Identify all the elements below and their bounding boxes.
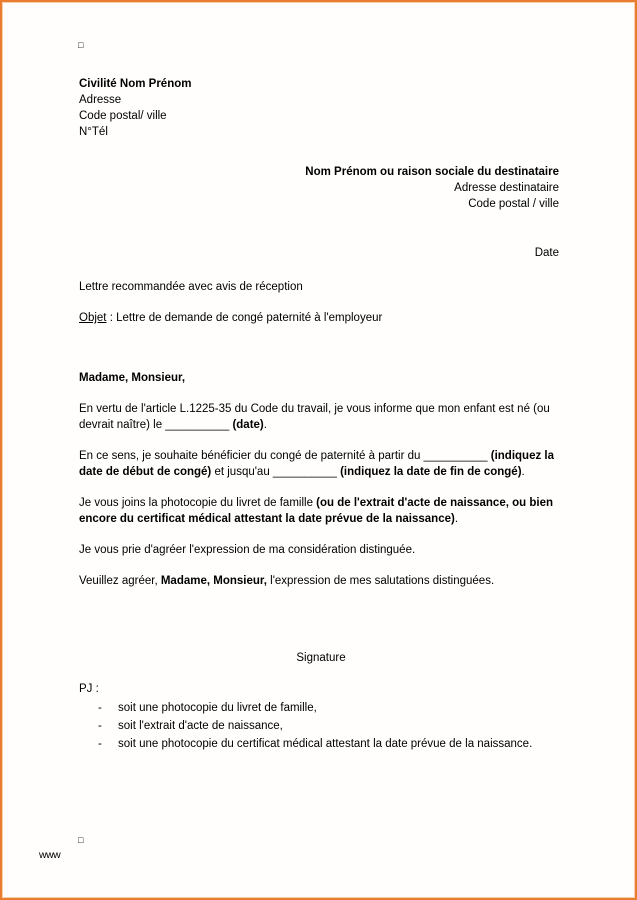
- text-segment: l'expression de mes salutations distinguées.: [266, 575, 495, 587]
- dash-bullet: -: [98, 738, 102, 750]
- subject-line: [79, 310, 382, 326]
- paragraph-birth-date: [79, 401, 566, 433]
- paragraph-closing: [79, 573, 566, 589]
- subject-separator: :: [106, 312, 117, 324]
- paragraph-consideration: [79, 542, 566, 558]
- text-segment: .: [263, 419, 267, 431]
- sender-name: Civilité Nom Prénom: [79, 78, 192, 90]
- sender-block: [79, 76, 191, 140]
- attachment-item: [79, 717, 579, 735]
- text-segment: et jusqu'au __________: [211, 466, 341, 478]
- sender-phone: N°Tél: [79, 126, 108, 138]
- recipient-name: Nom Prénom ou raison sociale du destinataire: [305, 166, 559, 178]
- sender-postal-city: Code postal/ ville: [79, 110, 167, 122]
- text-segment: .: [454, 513, 459, 525]
- attachment-item-text: soit l'extrait d'acte de naissance,: [118, 720, 283, 732]
- recipient-block: [305, 164, 559, 212]
- signature-placeholder: Signature: [296, 652, 346, 664]
- subject-text: Lettre de demande de congé paternité à l'employeur: [116, 312, 383, 324]
- watermark-text: www: [39, 849, 61, 861]
- letter-body: [79, 370, 566, 604]
- attachments-label: PJ :: [79, 683, 99, 695]
- attachment-item: [79, 699, 579, 717]
- attachments-block: [79, 681, 579, 753]
- text-segment: (indiquez la date de début de congé): [79, 450, 554, 478]
- attachment-item: [79, 735, 579, 753]
- recipient-address: Adresse destinataire: [454, 182, 559, 194]
- subject-label: Objet: [79, 312, 107, 324]
- text-segment: Je vous joins la photocopie du livret de famille: [79, 497, 317, 509]
- missing-glyph-top: □: [78, 40, 84, 50]
- text-segment: (indiquez la date de fin de congé): [340, 466, 522, 478]
- missing-glyph-bottom: □: [78, 835, 84, 845]
- text-segment: Madame, Monsieur,: [160, 575, 267, 587]
- dash-bullet: -: [98, 702, 102, 714]
- text-segment: Je vous prie d'agréer l'expression de ma considération distinguée.: [79, 544, 416, 556]
- text-segment: .: [521, 466, 525, 478]
- salutation: Madame, Monsieur,: [79, 372, 186, 384]
- text-segment: (ou de l'extrait d'acte de naissance, ou bien encore du certificat médical attestant la date prévue de la naissance): [79, 497, 553, 525]
- text-segment: En ce sens, je souhaite bénéficier du congé de paternité à partir du __________: [79, 450, 491, 462]
- attachment-item-text: soit une photocopie du livret de famille,: [118, 702, 317, 714]
- sender-address: Adresse: [79, 94, 122, 106]
- text-segment: (date): [232, 419, 264, 431]
- text-segment: Veuillez agréer,: [79, 575, 161, 587]
- registered-mail-mention: Lettre recommandée avec avis de réception: [79, 281, 303, 293]
- paragraph-attachments: [79, 495, 566, 527]
- text-segment: En vertu de l'article L.1225-35 du Code du travail, je vous informe que mon enfant est né (ou devrait naître) le __________: [79, 403, 550, 431]
- dash-bullet: -: [98, 720, 102, 732]
- paragraph-leave-dates: [79, 448, 566, 480]
- recipient-postal-city: Code postal / ville: [468, 198, 559, 210]
- attachment-item-text: soit une photocopie du certificat médical attestant la date prévue de la naissance.: [118, 738, 533, 750]
- date-placeholder: Date: [534, 247, 559, 259]
